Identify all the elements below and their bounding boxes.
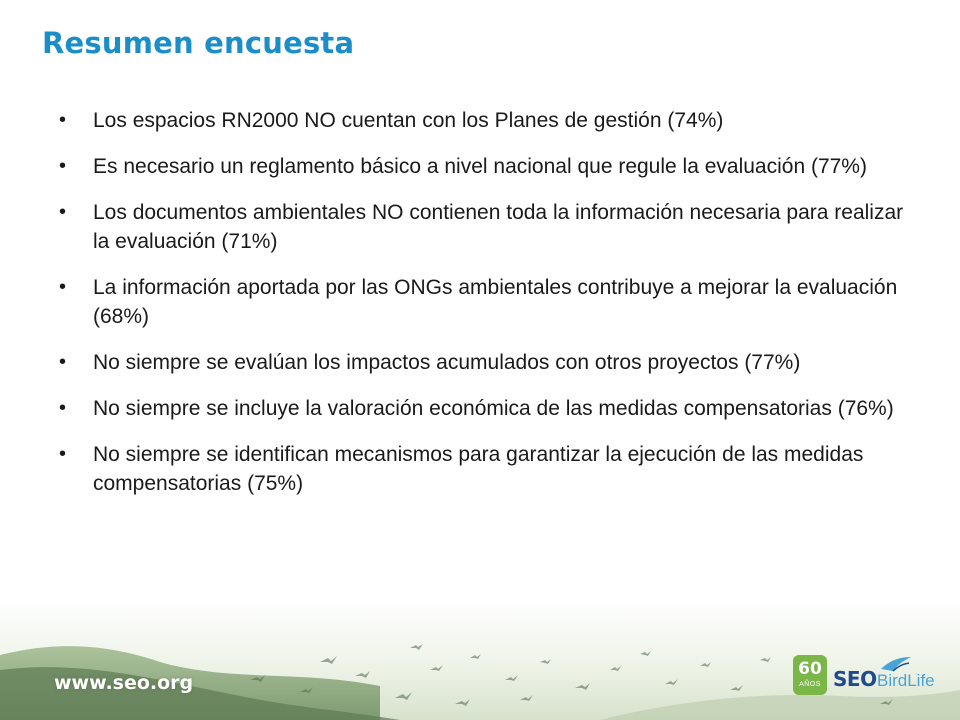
seo-birdlife-logo xyxy=(793,655,935,699)
bullet-item xyxy=(55,152,905,181)
bullet-text: Los espacios RN2000 NO cuentan con los Planes de gestión (74%) xyxy=(93,109,724,132)
bullet-item xyxy=(55,106,905,135)
badge-subtext: AÑOS xyxy=(799,681,821,688)
logo-seo-text: SEO xyxy=(833,667,877,691)
bullet-item xyxy=(55,273,905,331)
bullet-text: La información aportada por las ONGs ambientales contribuye a mejorar la evaluación (68%) xyxy=(93,276,898,328)
bullet-item xyxy=(55,198,905,256)
bullet-text: No siempre se incluye la valoración económica de las medidas compensatorias (76%) xyxy=(93,397,894,420)
website-url[interactable]: www.seo.org xyxy=(54,672,194,694)
bullet-dot: • xyxy=(59,155,67,177)
bullet-text: No siempre se identifican mecanismos para garantizar la ejecución de las medidas compensatorias (75%) xyxy=(93,443,864,495)
logo-birdlife-text: BirdLife xyxy=(877,671,935,690)
bird-icon xyxy=(879,655,913,673)
slide-title: Resumen encuesta xyxy=(42,26,355,60)
bullet-list xyxy=(55,106,905,515)
bullet-item xyxy=(55,348,905,377)
bullet-dot: • xyxy=(59,397,67,419)
bullet-dot: • xyxy=(59,276,67,298)
bullet-dot: • xyxy=(59,443,67,465)
bullet-item xyxy=(55,394,905,423)
bullet-text: Los documentos ambientales NO contienen toda la información necesaria para realizar la evaluación (71%) xyxy=(93,201,904,253)
anniversary-badge xyxy=(793,655,827,695)
bullet-text: Es necesario un reglamento básico a nivel nacional que regule la evaluación (77%) xyxy=(93,155,867,178)
bullet-text: No siempre se evalúan los impactos acumulados con otros proyectos (77%) xyxy=(93,351,801,374)
bullet-dot: • xyxy=(59,351,67,373)
bullet-dot: • xyxy=(59,109,67,131)
bullet-dot: • xyxy=(59,201,67,223)
badge-number: 60 xyxy=(798,659,822,679)
bullet-item xyxy=(55,440,905,498)
